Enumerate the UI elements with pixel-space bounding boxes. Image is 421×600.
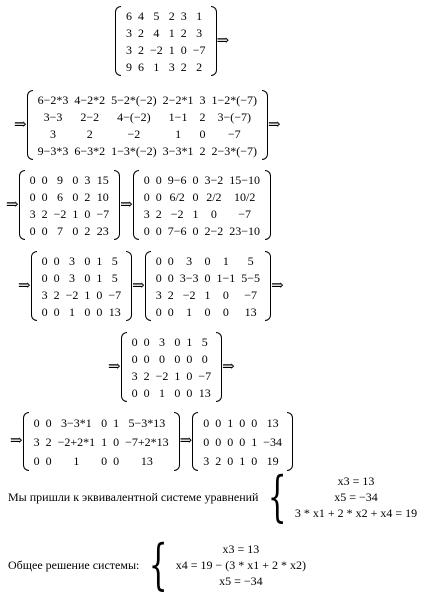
matrix-cell: 0 [192,189,199,204]
matrix-cell: 0 [186,368,193,383]
matrix-cell: 1 [186,304,193,319]
matrix-cell: 1 [84,287,91,302]
matrix-row [27,171,113,188]
matrix-row [141,188,263,205]
matrix-cell: 0 [72,189,79,204]
equation: 3 * x1 + 2 * x2 + x4 = 19 [294,506,418,520]
matrix-cell: 0 [41,304,48,319]
matrix-cell: 0 [101,415,108,430]
matrix-cell: 2 [84,223,91,238]
row-2 [14,90,281,160]
matrix-cell: 0 [155,304,162,319]
matrix-row [200,413,285,432]
matrix-cell: 2 [180,25,187,40]
matrix-row [39,303,125,320]
matrix-cell: 1 [153,59,160,74]
matrix-cell: 6 [126,8,132,23]
matrix-row [39,269,125,286]
matrix-cell: 0 [143,223,150,238]
matrix-table [27,171,113,239]
matrix-cell: 1 [204,287,211,302]
matrix-cell: 0 [203,415,210,430]
matrix-cell: 0 [131,385,138,400]
matrix-cell: 0 [174,334,181,349]
matrix-cell: 0 [29,223,36,238]
matrix-cell: 7−6 [167,223,187,238]
matrix-1 [115,6,217,76]
matrix-cell: 0 [113,434,120,449]
matrix-cell: 3 [196,25,203,40]
matrix-row [153,252,263,269]
matrix-cell: 3 [29,206,36,221]
matrix-table [153,252,263,320]
matrix-cell: 0 [239,415,246,430]
matrix-row [123,24,209,41]
implies-arrow: ⇒ [108,358,121,375]
matrix-cell: 0 [174,351,181,366]
matrix-cell: 3 [126,42,132,57]
matrix-cell: 1 [113,415,120,430]
matrix-8 [23,412,180,471]
matrix-cell: 0 [251,453,258,468]
matrix-cell: 2−2*1 [162,92,194,107]
equation: x5 = −34 [334,490,378,504]
matrix-cell: 0 [143,351,150,366]
matrix-cell: −2 [65,287,79,302]
implies-arrow: ⇒ [267,116,281,133]
matrix-cell: 0 [167,253,174,268]
matrix-cell: 23−10 [229,223,261,238]
matrix-cell: 2 [138,42,144,57]
matrix-cell: 0 [203,434,210,449]
matrix-cell: 0 [227,453,234,468]
matrix-7 [121,332,223,402]
matrix-cell: 0 [84,304,91,319]
matrix-cell: 0 [84,206,91,221]
matrix-cell: 3−3*1 [162,143,194,158]
matrix-row [31,451,172,470]
matrix-cell: 13 [244,304,257,319]
matrix-cell: 13 [140,453,153,468]
matrix-cell: 0 [204,270,211,285]
equation: x3 = 13 [337,474,375,488]
matrix-cell: 3 [155,287,162,302]
matrix-cell: −7 [96,206,110,221]
matrix-cell: −2 [155,368,169,383]
matrix-cell: 1 [96,253,103,268]
matrix-cell: −7 [192,42,206,57]
matrix-cell: −7 [227,126,241,141]
matrix-cell: 0 [186,385,193,400]
matrix-row [129,367,215,384]
implies-arrow: ⇒ [179,433,193,449]
matrix-cell: 0 [41,189,48,204]
matrix-cell: 1 [175,126,182,141]
matrix-cell: 1 [196,8,203,23]
matrix-cell: 7 [56,223,63,238]
matrix-cell: 2 [215,453,222,468]
matrix-cell: −34 [263,434,283,449]
matrix-cell: 0 [143,334,150,349]
matrix-cell: 0 [251,415,258,430]
matrix-cell: −7+2*13 [125,434,169,449]
matrix-3 [19,170,121,240]
matrix-cell: 0 [53,253,60,268]
matrix-cell: 1 [72,206,79,221]
matrix-cell: 1 [251,434,258,449]
matrix-cell: 2 [53,287,60,302]
implies-arrow: ⇒ [120,196,133,213]
matrix-cell: 6 [56,189,63,204]
matrix-cell: 0 [192,223,199,238]
matrix-cell: 2 [138,25,144,40]
matrix-cell: 1−1 [216,270,236,285]
matrix-cell: 2 [84,189,91,204]
matrix-cell: 0 [143,172,150,187]
matrix-cell: 1 [96,270,103,285]
matrix-cell: 23 [96,223,109,238]
matrix-cell: 3 [126,25,132,40]
matrix-cell: 0 [131,334,138,349]
matrix-cell: 1 [168,42,175,57]
matrix-cell: 0 [155,172,162,187]
matrix-cell: 3 [158,334,165,349]
implies-arrow: ⇒ [222,358,235,375]
matrix-cell: 5 [153,8,160,23]
general-solution [8,533,307,596]
matrix-cell: −2 [170,206,184,221]
matrix-cell: 0 [155,223,162,238]
matrix-cell: 0 [33,415,40,430]
matrix-cell: 3 [199,92,206,107]
matrix-cell: 2 [180,59,187,74]
matrix-row [153,269,263,286]
matrix-cell: 3 [203,453,210,468]
matrix-cell: 3−3 [43,109,63,124]
matrix-cell: 0 [167,304,174,319]
matrix-cell: 0 [53,304,60,319]
matrix-row [27,188,113,205]
matrix-cell: 19 [266,453,279,468]
equivalent-system-label: Мы пришли к эквивалентной системе уравнений [8,489,259,504]
matrix-cell: 0 [174,385,181,400]
row-5 [108,332,235,402]
matrix-row [129,384,215,401]
matrix-cell: 6−2*3 [37,92,69,107]
equivalent-system-equations [295,473,417,521]
matrix-cell: 4−(−2) [117,109,151,124]
matrix-cell: 2−2 [80,109,100,124]
matrix-cell: 3 [186,253,193,268]
matrix-cell: 1 [222,253,229,268]
matrix-cell: 0 [41,172,48,187]
matrix-table [39,252,125,320]
matrix-cell: 0 [180,42,187,57]
matrix-cell: 3 [68,253,75,268]
matrix-cell: 1 [168,25,175,40]
matrix-row [153,286,263,303]
equation: x4 = 19 − (3 * x1 + 2 * x2) [175,558,307,572]
matrix-cell: 1−1 [168,109,188,124]
matrix-cell: 2 [199,143,206,158]
matrix-cell: 2 [41,206,48,221]
matrix-cell: 10/2 [234,189,256,204]
left-brace-icon: { [149,533,169,596]
general-solution-equations [176,541,306,589]
matrix-cell: 3−3 [179,270,199,285]
matrix-cell: 5−3*13 [128,415,166,430]
matrix-cell: 0 [72,172,79,187]
matrix-row [39,286,125,303]
matrix-cell: 3 [180,8,187,23]
matrix-cell: 2/2 [206,189,222,204]
matrix-cell: 2−3*(−7) [211,143,257,158]
matrix-row [35,108,260,125]
left-brace-icon: { [268,465,288,528]
matrix-cell: 3 [33,434,40,449]
equation: x5 = −34 [219,574,263,588]
matrix-cell: 1 [186,334,193,349]
matrix-cell: 0 [239,434,246,449]
matrix-cell: 2 [86,126,93,141]
matrix-cell: 2 [45,434,52,449]
matrix-row [27,205,113,222]
matrix-cell: 0 [101,453,108,468]
matrix-row [35,142,260,159]
matrix-9 [192,412,293,471]
matrix-cell: 5−5 [241,270,261,285]
matrix-cell: 0 [41,270,48,285]
matrix-cell: 0 [210,206,217,221]
matrix-cell: 5−2*(−2) [111,92,157,107]
matrix-row [39,252,125,269]
matrix-cell: 15−10 [229,172,261,187]
matrix-cell: 3 [68,270,75,285]
matrix-cell: 6/2 [169,189,185,204]
matrix-cell: −2 [53,206,67,221]
matrix-table [31,413,172,470]
row-4 [18,251,284,321]
matrix-table [129,333,215,401]
matrix-cell: 0 [131,351,138,366]
matrix-cell: 1 [227,415,234,430]
matrix-row [123,58,209,75]
matrix-cell: −7 [238,206,252,221]
matrix-row [27,222,113,239]
matrix-row [200,432,285,451]
matrix-cell: 0 [84,253,91,268]
matrix-cell: 0 [215,434,222,449]
matrix-cell: 3−2 [204,172,224,187]
matrix-cell: 5 [111,270,118,285]
matrix-cell: 2 [143,368,150,383]
matrix-row [123,41,209,58]
implies-arrow: ⇒ [132,277,145,294]
implies-arrow: ⇒ [216,32,230,49]
matrix-cell: 0 [199,126,206,141]
matrix-cell: 0 [41,223,48,238]
matrix-cell: 4−2*2 [74,92,106,107]
equivalent-system [8,465,418,528]
matrix-cell: 2 [196,59,203,74]
matrix-table [141,171,263,239]
matrix-cell: 15 [96,172,109,187]
implies-arrow: ⇒ [14,116,27,133]
matrix-6 [145,251,271,321]
implies-arrow: ⇒ [10,433,23,449]
matrix-cell: 0 [113,453,120,468]
matrix-cell: 0 [155,189,162,204]
matrix-cell: 0 [155,253,162,268]
matrix-cell: 10 [96,189,109,204]
general-solution-label: Общее решение системы: [8,557,140,572]
matrix-cell: 6 [138,59,144,74]
matrix-table [200,413,285,470]
matrix-cell: 0 [29,189,36,204]
matrix-cell: 1−3*(−2) [111,143,157,158]
row-6 [10,412,293,471]
matrix-cell: 9 [126,59,132,74]
matrix-cell: 6−3*2 [74,143,106,158]
matrix-cell: 4 [153,25,160,40]
matrix-cell: 0 [192,172,199,187]
matrix-cell: −2 [182,287,196,302]
matrix-cell: 3 [131,368,138,383]
matrix-cell: 0 [53,270,60,285]
matrix-row [129,333,215,350]
matrix-cell: 0 [215,415,222,430]
implies-arrow: ⇒ [6,196,19,213]
matrix-row [35,91,260,108]
matrix-cell: 3−3*1 [60,415,92,430]
matrix-row [31,432,172,451]
matrix-row [123,7,209,24]
matrix-cell: 3−(−7) [217,109,251,124]
matrix-cell: 9−3*3 [37,143,69,158]
matrix-cell: 0 [227,434,234,449]
matrix-cell: 0 [41,253,48,268]
matrix-cell: 0 [33,453,40,468]
matrix-cell: 4 [138,8,144,23]
matrix-cell: 0 [45,453,52,468]
matrix-4 [133,170,271,240]
matrix-cell: 2 [155,206,162,221]
matrix-cell: −7 [108,287,122,302]
matrix-cell: 1 [174,368,181,383]
matrix-cell: 0 [29,172,36,187]
matrix-cell: 0 [186,351,193,366]
implies-arrow: ⇒ [18,277,31,294]
matrix-row [31,413,172,432]
matrix-cell: 0 [201,351,208,366]
matrix-row [153,303,263,320]
matrix-cell: 0 [204,253,211,268]
matrix-cell: 1 [73,453,80,468]
matrix-cell: −7 [244,287,258,302]
matrix-cell: 13 [266,415,279,430]
matrix-cell: 2 [168,8,175,23]
matrix-cell: −2 [127,126,141,141]
matrix-5 [31,251,133,321]
row-3 [6,170,271,240]
matrix-cell: 3 [168,59,175,74]
matrix-cell: 0 [167,270,174,285]
matrix-row [35,125,260,142]
matrix-cell: 5 [201,334,208,349]
matrix-row [129,350,215,367]
matrix-cell: 3 [84,172,91,187]
matrix-cell: 1 [192,206,199,221]
matrix-cell: 0 [204,304,211,319]
matrix-cell: 5 [247,253,254,268]
matrix-cell: −2 [150,42,163,57]
matrix-row [141,205,263,222]
matrix-cell: 0 [155,270,162,285]
matrix-cell: 13 [108,304,121,319]
matrix-cell: 3 [143,206,150,221]
matrix-cell: 1 [239,453,246,468]
matrix-cell: 0 [84,270,91,285]
implies-arrow: ⇒ [271,277,284,294]
matrix-table [123,7,209,75]
matrix-cell: 2−2 [204,223,224,238]
matrix-cell: 3 [41,287,48,302]
matrix-cell: −2+2*1 [57,434,96,449]
matrix-cell: 0 [96,304,103,319]
matrix-cell: 0 [143,189,150,204]
matrix-cell: 2 [167,287,174,302]
matrix-cell: 5 [111,253,118,268]
matrix-cell: −7 [198,368,212,383]
matrix-cell: 9−6 [167,172,187,187]
matrix-cell: 0 [72,223,79,238]
matrix-cell: 0 [222,287,229,302]
matrix-cell: 1 [101,434,108,449]
matrix-row [141,171,263,188]
matrix-cell: 1−2*(−7) [211,92,257,107]
matrix-cell: 2 [199,109,206,124]
matrix-2 [27,90,268,160]
matrix-cell: 3 [49,126,56,141]
row-1 [115,6,229,76]
matrix-cell: 0 [222,304,229,319]
matrix-row [141,222,263,239]
matrix-cell: 0 [45,415,52,430]
matrix-cell: 13 [198,385,211,400]
matrix-table [35,91,260,159]
matrix-cell: 0 [158,351,165,366]
matrix-cell: 9 [56,172,63,187]
equation: x3 = 13 [222,542,260,556]
matrix-cell: 1 [158,385,165,400]
matrix-cell: 0 [96,287,103,302]
matrix-cell: 0 [143,385,150,400]
matrix-cell: 1 [68,304,75,319]
